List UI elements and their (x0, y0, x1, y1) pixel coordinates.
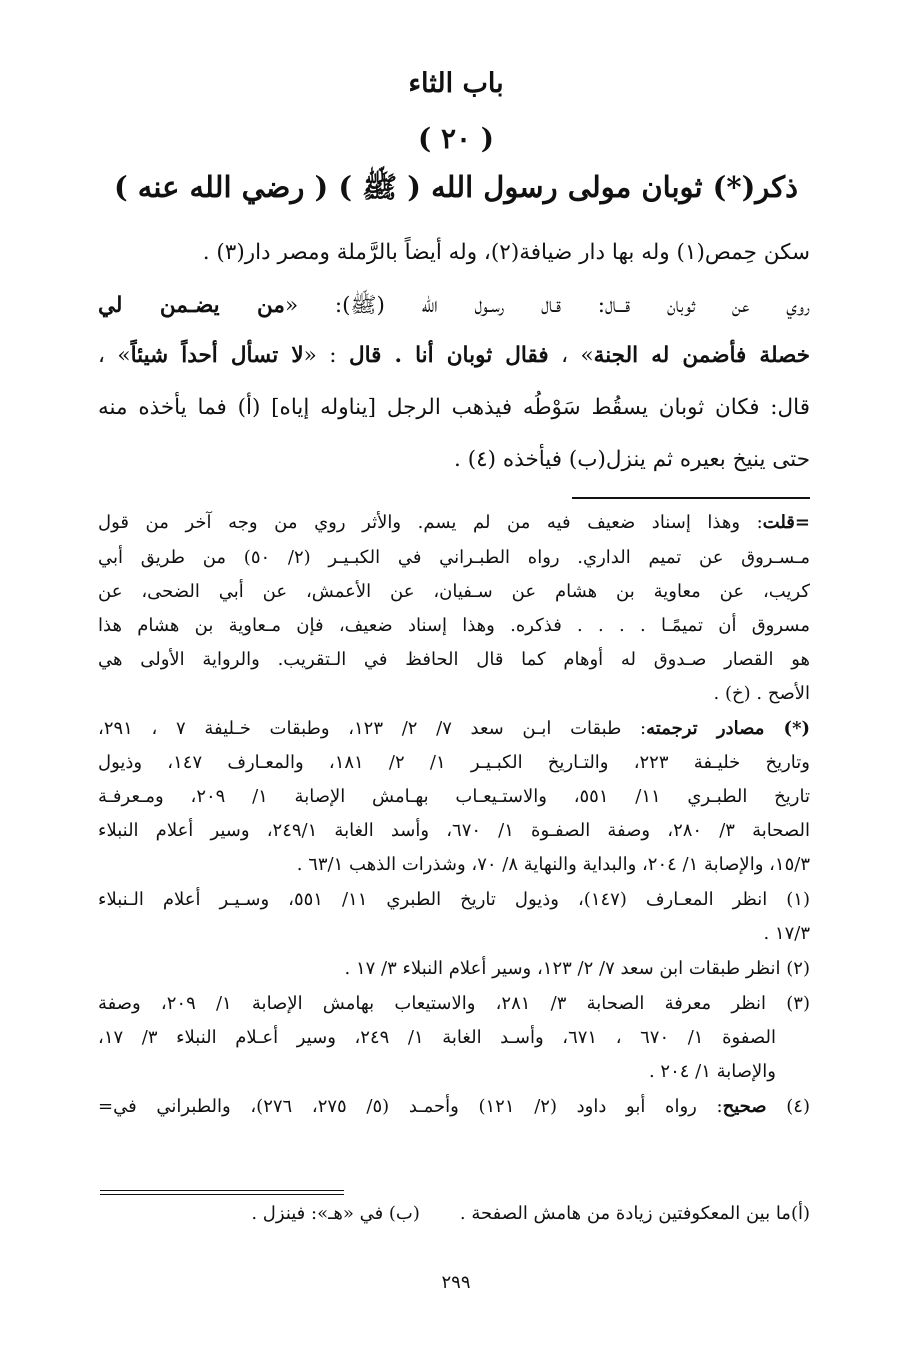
body-line-5: حتى ينيخ بعيره ثم ينزل(ب) فيأخذه (٤) . (454, 447, 810, 472)
footnote-sources-line: الصحابة ٣/ ٢٨٠، وصفة الصفـوة ١/ ٦٧٠، وأسد الغابة ٢٤٩/١، وسير أعلام النبلاء (98, 820, 810, 841)
entry-title: ذكر(*) ثوبان مولى رسول الله ( ﷺ ) ( رضي الله عنه ) (113, 170, 799, 204)
footnote-1-cont: ١٧/٣ . (763, 923, 810, 944)
footnote-number: (٤) (766, 1096, 810, 1117)
footnote-sources-line (98, 718, 810, 739)
hadith-quote: لا تسأل أحداً شيئاً (130, 343, 304, 368)
body-line-2 (98, 292, 810, 323)
hadith-quote: فقال ثوبان أنا . قال (348, 343, 549, 368)
variant-separator (100, 1190, 344, 1195)
body-text: : « (303, 343, 349, 368)
footnote-qult-line (98, 512, 810, 533)
qult-label: =قلت (762, 512, 810, 533)
footnote-sources-line: ١٥/٣، والإصابة ١/ ٢٠٤، والبداية والنهاية ٨/ ٧٠، وشذرات الذهب ٦٣/١ . (296, 854, 810, 875)
body-line-4: قال: فكان ثوبان يسقُط سَوْطُه فيذهب الرجل [يناوله إياه] (أ) فما يأخذه منه (98, 395, 810, 420)
variant-notes (98, 1203, 810, 1224)
footnote-sources-line: وتاريخ خليـفة ٢٢٣، والتـاريخ الكبـيـر ١/ ٢/ ١٨١، والمعـارف ١٤٧، وذيول (98, 752, 810, 773)
footnote-3: (٣) انظر معرفة الصحابة ٣/ ٢٨١، والاستيعاب بهامش الإصابة ١/ ٢٠٩، وصفة (98, 993, 810, 1014)
footnote-3-cont: والإصابة ١/ ٢٠٤ . (648, 1061, 776, 1082)
footnote-qult-line: هو القصار صـدوق له أوهام كما قال الحافظ في الـتقريب. والرواية الأولى هي (98, 649, 810, 670)
entry-number: ( ٢٠ ) (417, 122, 495, 155)
hadith-quote: خصلة فأضمن له الجنة (593, 343, 810, 368)
footnote-text: : وهذا إسناد ضعيف فيه من لم يسم. والأثر روي من وجه آخر من قول (98, 512, 763, 533)
footnote-3-cont: الصفوة ١/ ٦٧٠ ، ٦٧١، وأسـد الغابة ١/ ٢٤٩، وسير أعـلام النبلاء ٣/ ١٧، (98, 1027, 776, 1048)
body-text: روي عن ثوبان قـــال: قـال رسـول الله (ﷺ): « (284, 293, 810, 318)
hadith-quote: من يضـمن لي (98, 293, 285, 318)
footnote-qult-line: مسروق أن تميمًـا . . . . فذكره. وهذا إسناد ضعيف، فإن مـعاوية بن هشام هذا (98, 615, 810, 636)
body-line-3 (98, 343, 810, 368)
footnote-qult-line: مـسـروق عن تميم الداري. رواه الطبـراني في الكبـيـر (٢/ ٥٠) من طريق أبي (98, 547, 810, 568)
footnote-4 (98, 1096, 810, 1117)
sources-label: (*) مصادر ترجمته (646, 718, 811, 739)
body-text: » ، (98, 343, 131, 368)
chapter-heading: باب الثاء (408, 68, 504, 99)
footnote-text: : طبقات ابـن سعد ٧/ ٢/ ١٢٣، وطبقات خـليفة ٧ ، ٢٩١، (98, 718, 647, 739)
footnote-qult-line: الأصح . (خ) . (713, 683, 810, 704)
footnote-qult-line: كريب، عن معاوية بن هشام عن سـفيان، عن الأعمش، عن أبي الضحى، عن (98, 581, 810, 602)
footnote-sources-line: تاريخ الطبـري ١١/ ٥٥١، والاستـيعـاب بهـامش الإصابة ١/ ٢٠٩، ومـعرفـة (98, 786, 810, 807)
variant-b: (ب) في «هـ»: فينزل . (251, 1203, 420, 1224)
page-number: ٢٩٩ (441, 1272, 471, 1293)
footnote-1: (١) انظر المعـارف (١٤٧)، وذيول تاريخ الطبري ١١/ ٥٥١، وسـيـر أعلام الـنبلاء (98, 889, 810, 910)
grading-label: صحيح (722, 1096, 767, 1117)
body-text: » ، (548, 343, 594, 368)
footnote-2: (٢) انظر طبقات ابن سعد ٧/ ٢/ ١٢٣، وسير أعلام النبلاء ٣/ ١٧ . (344, 958, 810, 979)
footnote-text: : رواه أبو داود (٢/ ١٢١) وأحمـد (٥/ ٢٧٥، ٢٧٦)، والطبراني في= (98, 1096, 723, 1117)
variant-a: (أ)ما بين المعكوفتين زيادة من هامش الصفحة . (459, 1203, 810, 1224)
body-line-1: سكن حِمص(١) وله بها دار ضيافة(٢)، وله أيضاً بالرَّملة ومصر دار(٣) . (202, 240, 810, 265)
footnote-separator (572, 497, 810, 499)
